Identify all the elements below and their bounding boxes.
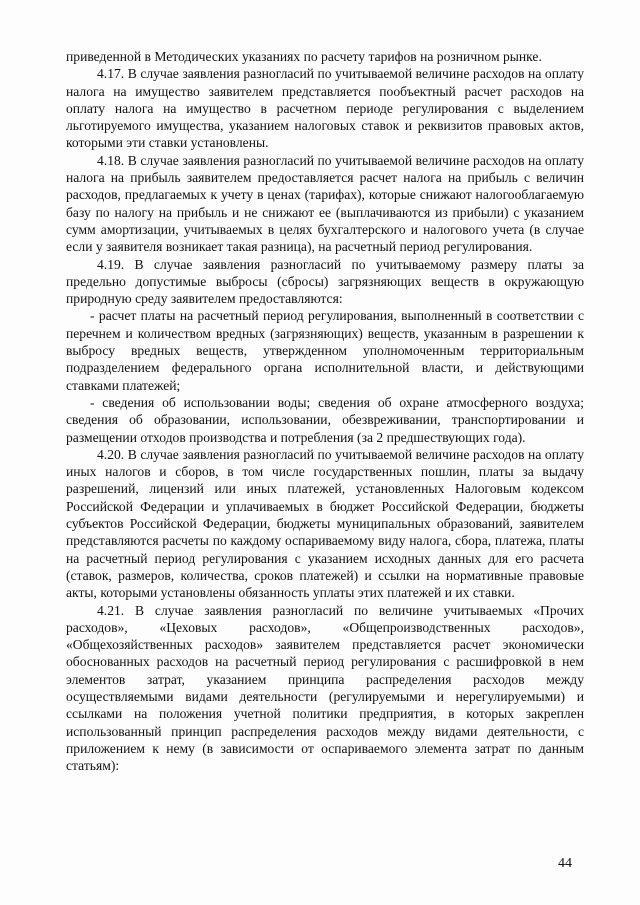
paragraph-4-20: 4.20. В случае заявления разногласий по учитываемой величине расходов на оплату иных налогов и сборов, в том числе государственных пошлин, платы за выдачу разрешений, лицензий или иных платежей, установленных Налоговым кодексом Российской Федерации и уплачиваемых в бюджет Российской Федерации, бюджеты субъектов Российской Федерации, бюджеты муниципальных образований, заявителем представляются расчеты по каждому оспариваемому виду налога, сбора, платежа, платы на расчетный период регулирования с указанием исходных данных для его расчета (ставок, размеров, количества, сроков платежей) и ссылки на нормативные правовые акты, которыми установлены обязанность уплаты этих платежей и их ставки. [66,446,584,601]
page-number: 44 [558,856,572,871]
paragraph-4-19-item-2: - сведения об использовании воды; сведения об охране атмосферного воздуха; сведения об образовании, использовании, обезвреживании, транспортировании и размещении отходов производства и потребления (за 2 предшествующих года). [66,394,584,445]
paragraph-4-19: 4.19. В случае заявления разногласий по учитываемому размеру платы за предельно допустимые выбросы (сбросы) загрязняющих веществ в окружающую природную среду заявителем предоставляются: [66,256,584,307]
paragraph-4-21: 4.21. В случае заявления разногласий по величине учитываемых «Прочих расходов», «Цеховых расходов», «Общепроизводственных расходов», «Общехозяйственных расходов» заявителем представляется расчет экономически обоснованных расходов на расчетный период регулирования с расшифровкой в нем элементов затрат, указанием принципа распределения расходов между осуществляемыми видами деятельности (регулируемыми и нерегулируемыми) и ссылками на положения учетной политики предприятия, в которых закреплен использованный принцип распределения расходов между видами деятельности, с приложением к нему (в зависимости от оспариваемого элемента затрат по данным статьям): [66,602,584,774]
paragraph-4-18: 4.18. В случае заявления разногласий по учитываемой величине расходов на оплату налога на прибыль заявителем предоставляется расчет налога на прибыль с величин расходов, предлагаемых к учету в ценах (тарифах), которые снижают налогооблагаемую базу по налогу на прибыль и не снижают ее (выплачиваются из прибыли) с указанием сумм амортизации, учитываемых в целях бухгалтерского и налогового учета (в случае если у заявителя возникает такая разница), на расчетный период регулирования. [66,152,584,255]
paragraph-continuation: приведенной в Методических указаниях по расчету тарифов на розничном рынке. [66,49,542,64]
paragraph-4-19-item-1: - расчет платы на расчетный период регулирования, выполненный в соответствии с перечнем и количеством вредных (загрязняющих) веществ, указанным в разрешении к выбросу вредных веществ, утвержденном уполномоченным территориальным подразделением федерального органа исполнительной власти, и действующими ставками платежей; [66,308,584,393]
paragraph-4-17: 4.17. В случае заявления разногласий по учитываемой величине расходов на оплату налога на имущество заявителем представляется пообъектный расчет расходов на оплату налога на имущество в расчетном периоде регулирования с выделением льготируемого имущества, указанием налоговых ставок и реквизитов правовых актов, которыми эти ставки установлены. [66,66,584,151]
document-body [66,48,584,774]
